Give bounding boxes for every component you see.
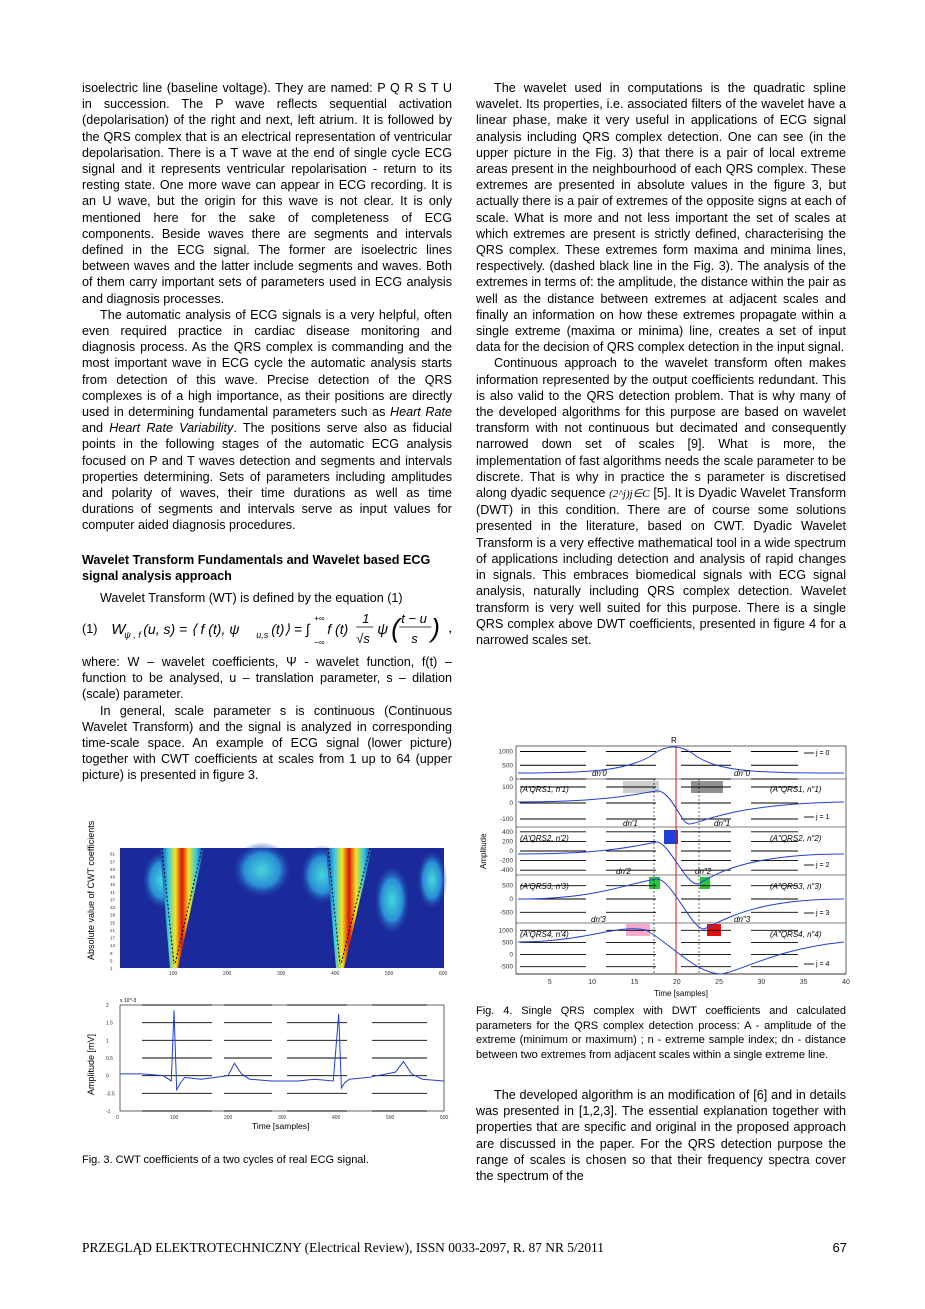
figure-caption: Fig. 3. CWT coefficients of a two cycles of real ECG signal. xyxy=(82,1154,369,1166)
svg-text:dn″2: dn″2 xyxy=(695,867,712,876)
svg-text:ψ: ψ xyxy=(377,620,389,638)
ecg-y-ticks xyxy=(106,1003,115,1115)
svg-text:(: ( xyxy=(391,612,400,643)
svg-text:dn′2: dn′2 xyxy=(616,867,631,876)
svg-text:t − u: t − u xyxy=(401,610,427,626)
heatmap-y-tick: 29 xyxy=(110,912,116,918)
ecg-x-tick: 500 xyxy=(386,1115,395,1121)
heatmap-x-tick: 100 xyxy=(169,971,178,977)
heatmap-y-tick: 9 xyxy=(110,950,113,956)
heatmap-y-ticks xyxy=(110,852,116,971)
heatmap-y-tick: 5 xyxy=(110,958,113,964)
paragraph: isoelectric line (baseline voltage). They are named: P Q R S T U in succession. The P wave reflects sequential activation (depolarisation) of the right and next, left atrium. It is followed by the QRS complex that is an electrical representation of ventricular depolarisation. There is a T wave at the end of single cycle ECG signal and it represents ventricular repolarisation - return to its resting state. One more wave can appear in ECG recording. It is an U wave, but the origin for this wave is not clear. It is only mentioned here for the sake of completeness of ECG components. Beside waves there are segments and intervals defined in the ECG signal. The former are isoelectric lines between waves and the latter include segments and waves. Both of them carry important sets of parameters used in ECG analysis and diagnosis processes. xyxy=(82,81,452,306)
heatmap-y-tick: 13 xyxy=(110,943,116,949)
svg-text:(A′QRS4, n′4): (A′QRS4, n′4) xyxy=(520,930,569,939)
dwt-y-tick: 0 xyxy=(509,951,513,959)
svg-text:(A″QRS3, n″3): (A″QRS3, n″3) xyxy=(770,882,822,891)
figure-3 xyxy=(82,820,452,1166)
heatmap-y-tick: 37 xyxy=(110,897,116,903)
svg-text:1: 1 xyxy=(362,610,370,626)
heatmap-x-tick: 300 xyxy=(277,971,286,977)
svg-text:(A′QRS1, n′1): (A′QRS1, n′1) xyxy=(520,785,569,794)
term-heart-rate: Heart Rate xyxy=(390,405,453,420)
dwt-y-tick: 100 xyxy=(502,784,513,791)
dwt-panel-label: j = 4 xyxy=(816,961,830,968)
dwt-y-tick: 0 xyxy=(509,896,513,903)
figure-4 xyxy=(476,734,850,998)
paragraph: where: W – wavelet coefficients, Ψ - wavelet function, f(t) – function to be analysed, u – translation parameter, s – dilation (scale) parameter. xyxy=(82,654,452,702)
dwt-x-tick: 35 xyxy=(799,979,808,986)
dwt-panel-label: j = 0 xyxy=(816,750,830,757)
dwt-panel-label: j = 2 xyxy=(816,862,830,869)
heatmap-x-tick: 200 xyxy=(223,971,232,977)
dwt-x-ticks xyxy=(548,979,850,986)
ecg-y-tick: 2 xyxy=(106,1003,109,1009)
svg-text:dn′3: dn′3 xyxy=(591,915,606,924)
paragraph: The wavelet used in computations is the quadratic spline wavelet. Its properties, i.e. associated filters of the wavelet have a linear phase, make it very useful in applications of ECG signal analysis including QRS complex detection. One can see (in the upper picture in the Fig. 3) that there is a pair of local extreme areas present in the neighbourhood of each QRS complex. These extremes are presented in absolute values in the figure 3, but actually there is a pair of extremes of the opposite signs at each of scale. What is more and not less important the set of scales at which extremes are present is strictly defined, characterising the QRS complex. These extremes form maxima and minima lines, respectively. (dashed black line in the Fig. 3). The analysis of the extremes in terms of: the amplitude, the distance within the pair as well as the distance between extremes at adjacent scales and finally an information on how these extremes propagate within a single extreme (maxima or minima) line, creates a set of input data for the decision of QRS complex detection in the input signal. xyxy=(476,81,846,355)
fig3-svg xyxy=(82,820,452,1140)
page-footer xyxy=(82,1240,847,1256)
paragraph: Continuous approach to the wavelet transform often makes information represented by the output coefficients redundant. This is also valid to the QRS detection problem. That is why many of the developed algorithms for this purpose are based on wavelet transform with not continuous but decimated and consequently narrowed down set of scales [9]. What is more, the implementation of fast algorithms needs the scale parameter to be discrete. That is why in practice the s parameter is discretised along dyadic sequence (2^j)j∈C [5]. It is Dyadic Wavelet Transform (DWT) in this condition. There are of course some solutions presented in the literature, based on CWT. Dyadic Wavelet Transform is a very effective mathematical tool in a wide spectrum of applications including detection and analysis of rapid changes in signals. This embraces biomedical signals with ECG signal analysis, naturally including QRS complex detection. Wavelet transform is very well suited for this purpose. There is a single QRS complex above DWT coefficients, presented in figure 4 for a narrowed scales set. xyxy=(476,356,846,647)
dwt-ylabel: Amplitude xyxy=(479,833,488,869)
ecg-ylabel: Amplitude [mV] xyxy=(86,1033,96,1095)
dwt-x-tick: 30 xyxy=(757,979,766,986)
dwt-y-tick: -500 xyxy=(499,909,513,917)
heatmap-x-tick: 600 xyxy=(439,971,448,977)
ecg-x-tick: 300 xyxy=(278,1115,287,1121)
ecg-y-tick: 0.5 xyxy=(106,1056,113,1062)
paragraph: The developed algorithm is an modification of [6] and in details was presented in [1,2,3]. The essential explanation together with properties that are specific and original in the proposed approach are discussed in the paper. For the QRS detection purpose the range of scales is chosen so that their frequency spectra cover the spectrum of the xyxy=(476,1088,846,1184)
heatmap-y-tick: 33 xyxy=(110,905,116,911)
dwt-y-tick: 500 xyxy=(502,762,513,770)
svg-text:u,s: u,s xyxy=(256,629,269,640)
ecg-x-tick: 200 xyxy=(224,1115,233,1121)
svg-text:(A″QRS2, n″2): (A″QRS2, n″2) xyxy=(770,834,822,843)
dwt-x-tick: 15 xyxy=(630,979,639,986)
heatmap-y-tick: 17 xyxy=(110,935,116,941)
dwt-x-tick: 5 xyxy=(547,979,552,986)
svg-text:dn′1: dn′1 xyxy=(623,819,638,828)
heatmap-y-tick: 61 xyxy=(110,851,116,857)
svg-text:dn″1: dn″1 xyxy=(714,819,731,828)
ecg-y-tick: 1 xyxy=(106,1038,109,1045)
heatmap-y-tick: 57 xyxy=(110,859,116,865)
dwt-y-tick: 500 xyxy=(502,939,513,947)
ecg-x-tick: 100 xyxy=(170,1115,179,1121)
equation-number: (1) xyxy=(82,621,98,636)
heatmap-x-tick: 400 xyxy=(331,971,340,977)
heatmap-y-tick: 41 xyxy=(110,889,116,895)
ecg-exponent: x 10^-3 xyxy=(120,998,137,1004)
dwt-y-ticks xyxy=(499,749,514,971)
svg-text:dn″3: dn″3 xyxy=(734,915,751,924)
svg-text:ψ , f: ψ , f xyxy=(124,629,141,640)
svg-text:(A″QRS1, n″1): (A″QRS1, n″1) xyxy=(770,785,822,794)
r-marker-label: R xyxy=(671,736,677,745)
svg-text:(t)⟩ = ∫: (t)⟩ = ∫ xyxy=(271,620,310,637)
ecg-axes xyxy=(120,1005,444,1111)
dwt-y-tick: 0 xyxy=(509,776,513,783)
ecg-y-tick: 0 xyxy=(106,1073,109,1080)
dwt-y-tick: 500 xyxy=(502,882,513,890)
heatmap-ylabel: Absolute value of CWT coefficients xyxy=(86,820,96,960)
heatmap-y-tick: 21 xyxy=(110,927,116,933)
term-hrv: Heart Rate Variability xyxy=(109,421,234,436)
dwt-y-tick: 0 xyxy=(509,800,513,807)
svg-text:dn′0: dn′0 xyxy=(592,769,607,778)
svg-text:√s: √s xyxy=(356,630,370,646)
dwt-x-tick: 10 xyxy=(588,979,597,986)
dwt-x-tick: 25 xyxy=(715,979,723,986)
dwt-x-tick: 20 xyxy=(672,979,681,986)
dwt-panel-label: j = 1 xyxy=(816,814,830,821)
svg-text:f (t): f (t) xyxy=(327,620,349,637)
heatmap-y-tick: 1 xyxy=(110,966,113,971)
ecg-x-tick: 400 xyxy=(332,1115,341,1121)
paragraph: The automatic analysis of ECG signals is a very helpful, often even required practice in cardiac disease monitoring and diagnosis process. As the QRS complex is commanding and the most important wave in ECG cycle the automatic analysis starts from detection of this wave. Precise detection of the QRS complexes is of a high importance, as their positions are directly used in determining fundamental parameters such as Heart Rate and Heart Rate Variability. The positions serve also as fiducial points in the following stages of the automatic ECG analysis focused on P and T waves detection and segments and intervals properties determining. Sets of parameters including amplitudes and polarity of waves, their time durations as well as time durations of segments and intervals serve as input values for computer aided diagnosis procedures. xyxy=(82,307,453,533)
dwt-y-tick: -400 xyxy=(499,867,513,875)
svg-text:dn″0: dn″0 xyxy=(734,769,751,778)
paragraph: Wavelet Transform (WT) is defined by the equation (1) xyxy=(100,590,403,605)
right-column xyxy=(476,80,846,648)
ecg-y-tick: 1.5 xyxy=(106,1020,113,1027)
paragraph: In general, scale parameter s is continuous (Continuous Wavelet Transform) and the signal is analyzed in corresponding time-scale space. An example of ECG signal (lower picture) together with CWT coefficients at scales from 1 up to 64 (upper picture) is presented in figure 3. xyxy=(82,703,452,783)
dwt-y-tick: -100 xyxy=(499,816,513,823)
equation-formula xyxy=(104,609,449,649)
heatmap-y-tick: 25 xyxy=(110,920,116,926)
dwt-y-tick: 400 xyxy=(502,828,513,836)
equation: (1) W ψ , f (u, s) = ⟨ f (t), ψ u,s (t)⟩ = ∫ +∞ −∞ f (t) 1 √s ψ ( t − u s ) , xyxy=(82,610,452,647)
dwt-y-tick: -500 xyxy=(499,963,513,971)
dyadic-sequence: (2^j)j∈C xyxy=(609,488,650,501)
right-column-tail xyxy=(476,1087,846,1184)
dwt-x-tick: 40 xyxy=(842,979,850,986)
dwt-y-tick: -200 xyxy=(499,857,513,865)
heatmap-x-ticks xyxy=(169,971,448,977)
ecg-xlabel: Time [samples] xyxy=(252,1121,310,1131)
section-heading: Wavelet Transform Fundamentals and Wavelet based ECG signal analysis approach xyxy=(82,552,431,583)
dwt-y-tick: 0 xyxy=(509,848,513,855)
ecg-x-tick: 0 xyxy=(116,1115,119,1121)
svg-text:s: s xyxy=(411,630,418,646)
svg-text:(A′QRS3, n′3): (A′QRS3, n′3) xyxy=(520,882,569,891)
heatmap-y-tick: 45 xyxy=(110,882,116,888)
dwt-y-tick: 1000 xyxy=(498,927,513,935)
svg-text:): ) xyxy=(431,612,440,643)
left-column xyxy=(82,80,452,784)
page-number: 67 xyxy=(832,1240,847,1255)
dwt-panel-label: j = 3 xyxy=(816,910,830,917)
fig4-svg xyxy=(476,734,848,996)
ecg-y-tick: -0.5 xyxy=(106,1091,115,1098)
heatmap-y-tick: 53 xyxy=(110,866,116,872)
journal-info: PRZEGLĄD ELEKTROTECHNICZNY (Electrical Review), ISSN 0033-2097, R. 87 NR 5/2011 xyxy=(82,1240,604,1255)
svg-text:(A″QRS4, n″4): (A″QRS4, n″4) xyxy=(770,930,822,939)
svg-text:+∞: +∞ xyxy=(314,613,325,623)
svg-text:−∞: −∞ xyxy=(314,637,325,647)
dwt-xlabel: Time [samples] xyxy=(654,989,708,998)
cwt-heatmap xyxy=(120,842,447,968)
dwt-y-tick: 200 xyxy=(502,838,513,846)
svg-text:(A′QRS2, n′2): (A′QRS2, n′2) xyxy=(520,834,569,843)
dwt-y-tick: 1000 xyxy=(498,748,513,756)
figure-caption: Fig. 4. Single QRS complex with DWT coefficients and calculated parameters for the QRS complex detection process: A - amplitude of the extreme (minimum or maximum) ; n - extreme sample index; dn - distance between two extremes from adjacent scales within a single extreme line. xyxy=(476,1005,846,1061)
ecg-y-tick: -1 xyxy=(106,1109,111,1115)
heatmap-y-tick: 49 xyxy=(110,874,116,880)
ecg-x-tick: 600 xyxy=(440,1115,449,1121)
heatmap-x-tick: 500 xyxy=(385,971,394,977)
svg-text:(u, s) = ⟨ f (t), ψ: (u, s) = ⟨ f (t), ψ xyxy=(143,620,240,637)
svg-text:W: W xyxy=(111,620,126,638)
